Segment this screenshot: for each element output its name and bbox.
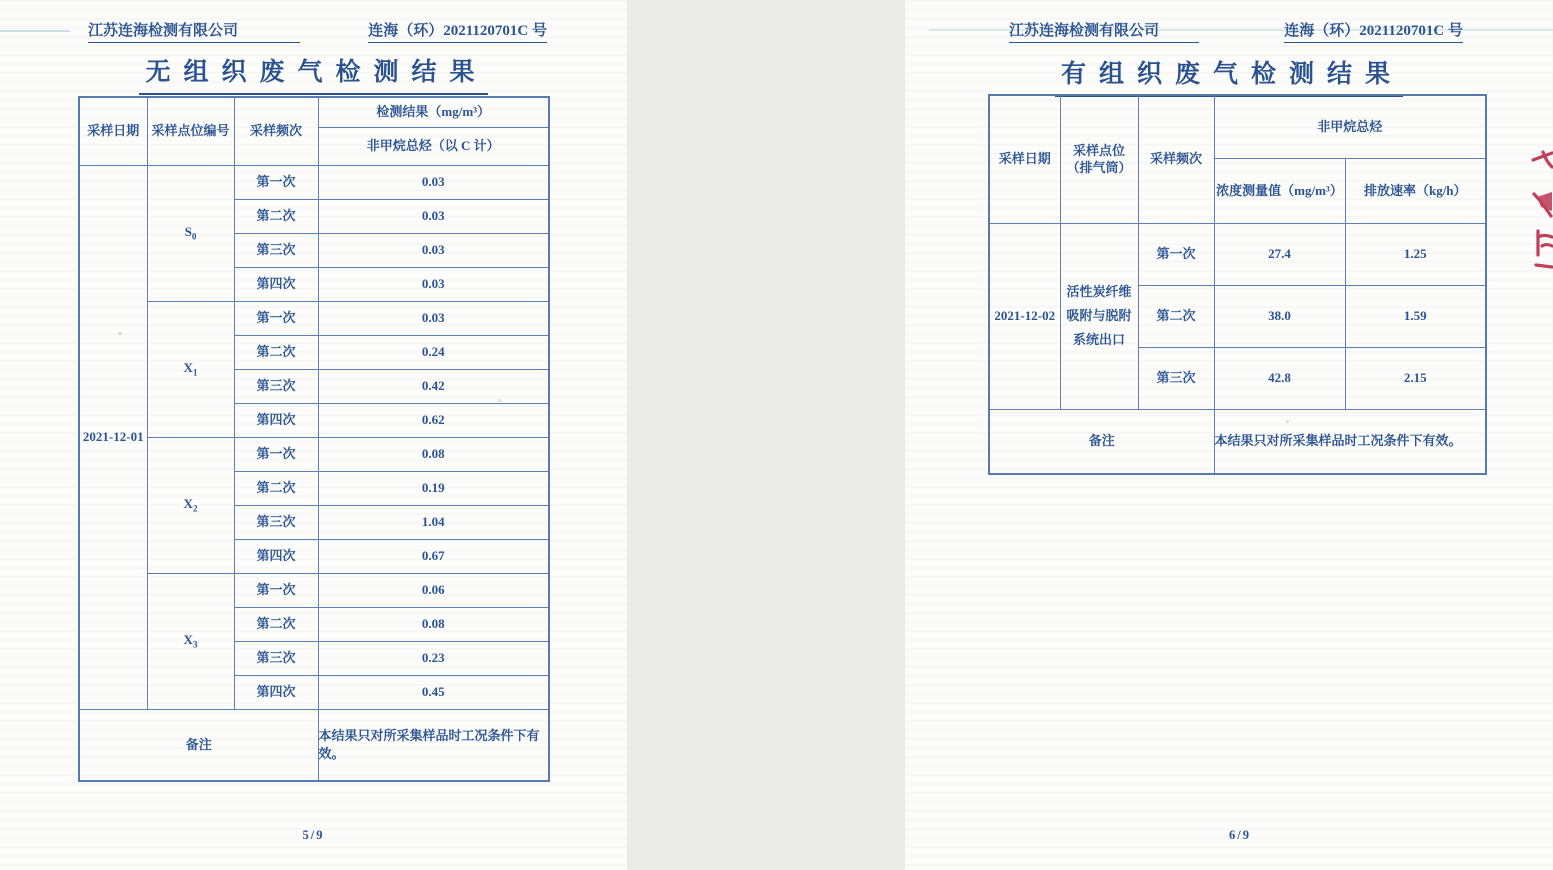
stack-gas-results-table (988, 94, 1487, 475)
document-page-left (0, 0, 627, 870)
freq-cell: 第二次 (234, 335, 318, 369)
col-header-sample-date: 采样日期 (79, 97, 147, 165)
col-header-result-sub: 非甲烷总烃（以 C 计） (318, 127, 549, 165)
freq-cell: 第四次 (234, 403, 318, 437)
point-label: S (184, 224, 192, 240)
company-name: 江苏连海检测有限公司 (88, 19, 300, 43)
report-number: 连海（环）2021120701C 号 (368, 19, 547, 43)
date-cell: 2021-12-01 (79, 165, 147, 709)
point-line: 吸附与脱附 (1066, 307, 1132, 323)
value-cell: 0.19 (318, 471, 549, 505)
freq-cell: 第三次 (234, 505, 318, 539)
value-cell: 0.67 (318, 539, 549, 573)
value-cell: 0.03 (318, 301, 549, 335)
col-header-result-group: 检测结果（mg/m³） (318, 97, 549, 127)
value-cell: 0.45 (318, 675, 549, 709)
page-title-stack-gas (905, 54, 1553, 97)
scan-artifact-line (0, 30, 70, 32)
rate-cell: 2.15 (1345, 347, 1486, 409)
freq-cell: 第一次 (234, 301, 318, 335)
col-header-sample-point (1060, 95, 1138, 223)
point-label: X (183, 496, 193, 512)
rate-cell: 1.59 (1345, 285, 1486, 347)
value-cell: 0.08 (318, 607, 549, 641)
scan-speck (118, 332, 122, 335)
concentration-cell: 38.0 (1214, 285, 1345, 347)
freq-cell: 第二次 (234, 471, 318, 505)
page-number: 6/9 (1229, 828, 1251, 842)
fugitive-gas-results-table (78, 96, 550, 782)
freq-cell: 第二次 (234, 607, 318, 641)
col-header-sample-freq: 采样频次 (234, 97, 318, 165)
freq-cell: 第一次 (234, 437, 318, 471)
col-header-emission-rate: 排放速率（kg/h） (1345, 158, 1486, 223)
page-title-text: 有组织废气检测结果 (1055, 54, 1403, 97)
point-cell (147, 573, 234, 709)
point-line: 活性炭纤维 (1066, 283, 1132, 299)
value-cell: 0.03 (318, 267, 549, 301)
value-cell: 0.06 (318, 573, 549, 607)
freq-cell: 第三次 (1138, 347, 1214, 409)
point-label-subscript: 1 (192, 367, 198, 378)
freq-cell: 第四次 (234, 267, 318, 301)
col-header-point-line1: 采样点位 (1072, 142, 1125, 158)
value-cell: 0.03 (318, 165, 549, 199)
remark-text-cell: 本结果只对所采集样品时工况条件下有效。 (1214, 409, 1486, 474)
freq-cell: 第一次 (234, 165, 318, 199)
freq-cell: 第二次 (234, 199, 318, 233)
point-label: X (183, 632, 193, 648)
freq-cell: 第三次 (234, 233, 318, 267)
page-title-fugitive-gas (0, 52, 627, 95)
scan-speck (498, 399, 501, 402)
point-label: X (183, 360, 193, 376)
freq-cell: 第三次 (234, 641, 318, 675)
report-number: 连海（环）2021120701C 号 (1284, 19, 1463, 43)
value-cell: 0.03 (318, 199, 549, 233)
col-header-nmhc-group: 非甲烷总烃 (1214, 95, 1486, 158)
col-header-sample-freq: 采样频次 (1138, 95, 1214, 223)
col-header-sample-date: 采样日期 (989, 95, 1060, 223)
remark-text-cell: 本结果只对所采集样品时工况条件下有效。 (318, 709, 549, 781)
company-name: 江苏连海检测有限公司 (1009, 19, 1199, 43)
page-title-text: 无组织废气检测结果 (139, 52, 487, 95)
value-cell: 0.03 (318, 233, 549, 267)
col-header-sample-point: 采样点位编号 (147, 97, 234, 165)
page-number: 5/9 (302, 828, 325, 842)
scan-speck (1286, 420, 1289, 423)
freq-cell: 第一次 (234, 573, 318, 607)
document-page-right (905, 0, 1553, 870)
point-label-subscript: 2 (192, 503, 198, 514)
value-cell: 0.62 (318, 403, 549, 437)
freq-cell: 第四次 (234, 675, 318, 709)
point-label-subscript: 0 (191, 231, 197, 242)
freq-cell: 第一次 (1138, 223, 1214, 285)
remark-label-cell: 备注 (989, 409, 1214, 474)
value-cell: 0.23 (318, 641, 549, 675)
value-cell: 0.24 (318, 335, 549, 369)
remark-label-cell: 备注 (79, 709, 318, 781)
point-cell (147, 301, 234, 437)
value-cell: 0.08 (318, 437, 549, 471)
rate-cell: 1.25 (1345, 223, 1486, 285)
point-line: 系统出口 (1072, 332, 1125, 348)
point-cell (147, 165, 234, 301)
point-cell (1060, 223, 1138, 409)
value-cell: 0.42 (318, 369, 549, 403)
freq-cell: 第二次 (1138, 285, 1214, 347)
red-ink-annotation (1529, 145, 1553, 273)
col-header-point-line2: （排气筒） (1066, 160, 1132, 176)
concentration-cell: 27.4 (1214, 223, 1345, 285)
freq-cell: 第三次 (234, 369, 318, 403)
point-label-subscript: 3 (192, 639, 198, 650)
col-header-concentration: 浓度测量值（mg/m³） (1214, 158, 1345, 223)
date-cell: 2021-12-02 (989, 223, 1060, 409)
concentration-cell: 42.8 (1214, 347, 1345, 409)
point-cell (147, 437, 234, 573)
value-cell: 1.04 (318, 505, 549, 539)
freq-cell: 第四次 (234, 539, 318, 573)
